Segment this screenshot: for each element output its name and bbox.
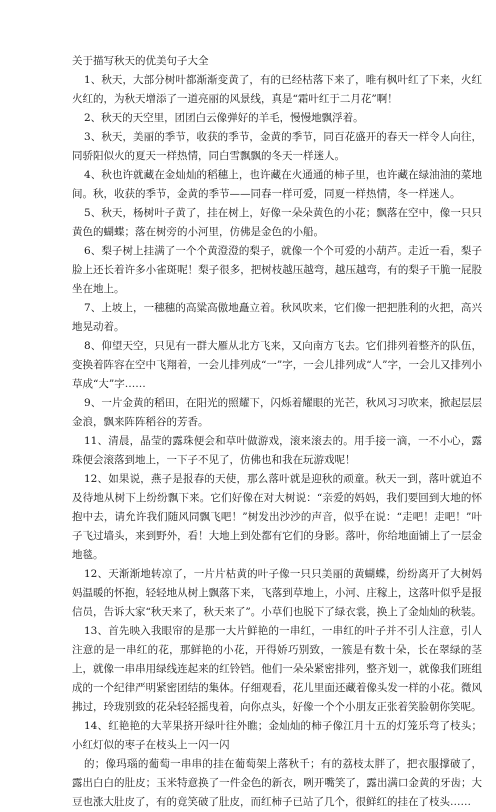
paragraph: 2、秋天的天空里，团团白云像弹好的羊毛，慢慢地飘浮着。 xyxy=(84,112,364,124)
paragraph: 3、秋天，美丽的季节，收获的季节，金黄的季节，同百花盛开的春天一样令人向往，同骄阳似火的夏天一样热情，同白雪飘飘的冬天一样迷人。 xyxy=(72,131,482,162)
paragraph: 14、红艳艳的大苹果挤开绿叶往外瞧；金灿灿的柿子像江月十五的灯笼乐弯了枝头；小红灯似的枣子在枝头上一闪一闪 xyxy=(72,720,482,751)
paragraph: 1、秋天，大部分树叶都渐渐变黄了，有的已经枯落下来了，唯有枫叶红了下来，火红火红的，为秋天增添了一道亮丽的风景线，真是“霜叶红于二月花”啊！ xyxy=(72,74,482,105)
paragraph: 4、秋也许就藏在金灿灿的稻穗上，也许藏在火通通的柿子里，也许藏在绿油油的菜地间。秋，收获的季节，金黄的季节——同春一样可爱，同夏一样热情，冬一样迷人。 xyxy=(72,169,482,200)
paragraph: 的；像玛瑙的葡萄一串串的挂在葡萄架上落秋千；有的荔枝太胖了，把衣服撑破了，露出白白的肚皮；玉米特意换了一件金色的新衣，咧开嘴笑了，露出满口金黄的牙齿；大豆也涨大肚皮了，有的竟笑破了肚皮，而红柿子已站了几个，很鲜红的挂在了枝头…… xyxy=(72,758,482,808)
paragraph: 6、梨子树上挂满了一个个黄澄澄的梨子，就像一个个可爱的小葫芦。走近一看，梨子脸上还长着许多小雀斑呢！梨子很多，把树枝越压越弯，越压越弯，有的梨子干脆一屁股坐在地上。 xyxy=(72,245,482,295)
paragraph-list xyxy=(72,71,482,812)
paragraph: 11、清晨，晶莹的露珠便会和草叶做游戏，滚来滚去的。用手接一滴，一不小心，露珠便会滚落到地上，一下子不见了，仿佛也和我在玩游戏呢！ xyxy=(72,435,482,466)
paragraph: 12、天渐渐地转凉了，一片片枯黄的叶子像一只只美丽的黄蝴蝶，纷纷离开了大树妈妈温暖的怀抱，轻轻地从树上飘落下来，飞落到草地上，小河、庄稼上，这落叶似乎是报信员，告诉大家“秋天来了，秋天来了”。小草们也脱下了绿衣裳，换上了金灿灿的秋装。 xyxy=(72,568,482,618)
paragraph: 9、一片金黄的稻田，在阳光的照耀下，闪烁着耀眼的光芒，秋风习习吹来，掀起层层金浪，飘来阵阵稻谷的芳香。 xyxy=(72,397,482,428)
paragraph: 12、如果说，燕子是报春的天使，那么落叶就是迎秋的顽童。秋天一到，落叶就迫不及待地从树下上纷纷飘下来。它们好像在对大树说：“亲爱的妈妈，我们要回到大地的怀抱中去，请允许我们随风同飘飞吧！”树发出沙沙的声音，似乎在说：“走吧！走吧！”叶子飞过墙头，来到野外，看！大地上到处都有它们的身影。落叶，你给地面铺上了一层金地毯。 xyxy=(72,473,482,561)
paragraph: 13、首先映入我眼帘的是那一大片鲜艳的一串红，一串红的叶子并不引人注意，引人注意的是一串红的花，那鲜艳的小花，开得娇巧别致，一簇是有数十朵，长在翠绿的茎上，就像一串串用绿线连起来的红铃铛。他们一朵朵紧密排列，整齐划一，就像我们班组成的一个纪律严明紧密团结的集体。仔细观看，花儿里面还藏着像头发一样的小花。微风拂过，玲珑别致的花朵轻轻摇曳着，向你点头，好像一个个小朋友正张着笑脸朝你笑呢。 xyxy=(72,625,482,713)
paragraph: 8、仰望天空，只见有一群大雁从北方飞来，又向南方飞去。它们排列着整齐的队伍，变换着阵容在空中飞翔着，一会儿排列成“一”字，一会儿排列成“人”字，一会儿又排列小草成“大”字…… xyxy=(72,340,482,390)
document-title: 关于描写秋天的优美句子大全 xyxy=(72,55,209,67)
paragraph: 5、秋天，杨树叶子黄了，挂在树上，好像一朵朵黄色的小花；飘落在空中，像一只只黄色的蝴蝶；落在树旁的小河里，仿佛是金色的小船。 xyxy=(72,207,482,238)
paragraph: 7、上坡上，一穗穗的高粱高傲地矗立着。秋风吹来，它们像一把把胜利的火把，高兴地晃动着。 xyxy=(72,302,482,333)
